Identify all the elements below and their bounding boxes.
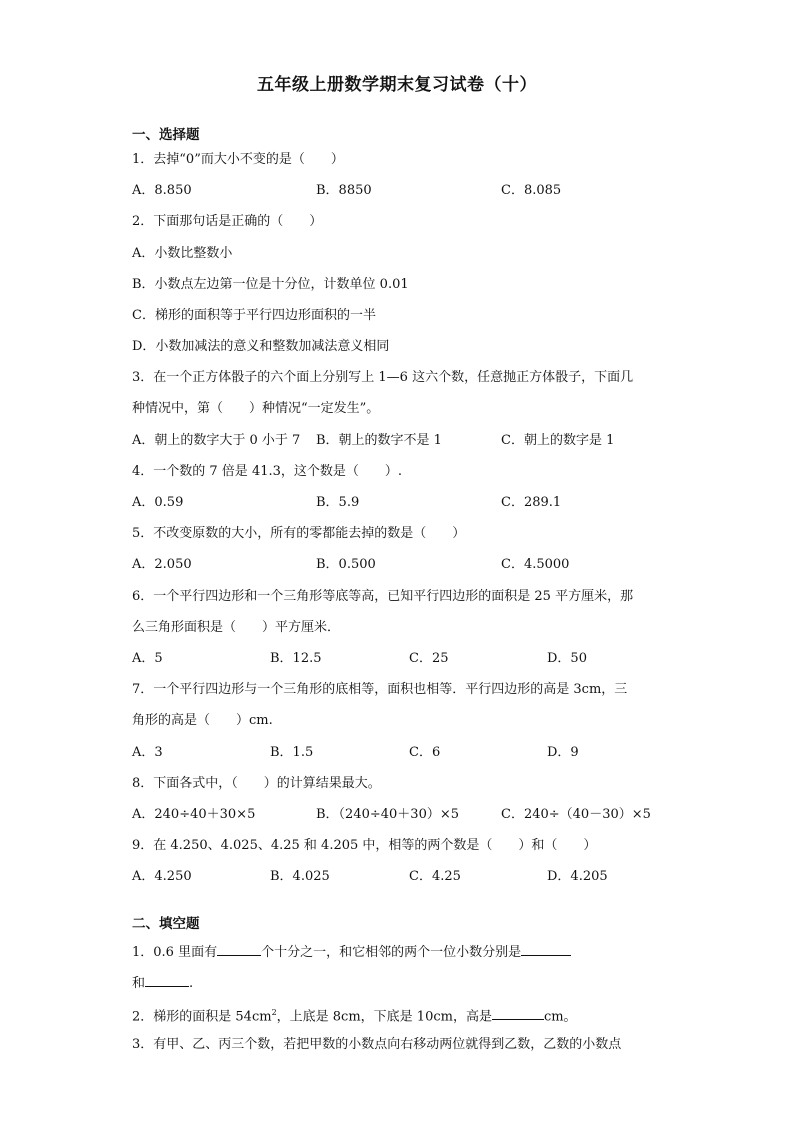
q4-option-c: C．289.1	[501, 495, 562, 510]
question-5: 5．不改变原数的大小，所有的零都能去掉的数是（ ）	[132, 526, 466, 541]
q9-option-a: A．4.250	[132, 869, 192, 884]
question-7-line-1: 7．一个平行四边形与一个三角形的底相等，面积也相等．平行四边形的高是 3cm，三	[132, 682, 628, 697]
q6-option-b: B．12.5	[270, 651, 322, 666]
section-choice-heading: 一、选择题	[132, 127, 200, 143]
fill-1-text-a: 1．0.6 里面有	[132, 945, 218, 960]
question-3-line-2: 种情况中，第（ ）种情况“一定发生”。	[132, 401, 380, 416]
fill-question-3: 3．有甲、乙、丙三个数，若把甲数的小数点向右移动两位就得到乙数，乙数的小数点	[132, 1037, 622, 1052]
fill-1-text-b: 个十分之一，和它相邻的两个一位小数分别是	[261, 945, 522, 960]
q2-option-c: C．梯形的面积等于平行四边形面积的一半	[132, 308, 376, 323]
fill-2-blank[interactable]	[492, 1005, 544, 1020]
question-4: 4．一个数的 7 倍是 41.3，这个数是（ ）.	[132, 464, 403, 479]
q9-option-c: C．4.25	[409, 869, 461, 884]
fill-2-superscript: 2	[271, 1008, 277, 1017]
q1-option-b: B．8850	[316, 183, 372, 198]
q1-option-a: A．8.850	[132, 183, 192, 198]
fill-1-text-c: 和	[132, 976, 146, 991]
q9-option-d: D．4.205	[547, 869, 608, 884]
q5-option-c: C．4.5000	[501, 557, 570, 572]
question-3-line-1: 3．在一个正方体骰子的六个面上分别写上 1—6 这六个数，任意抛正方体骰子，下面几	[132, 370, 634, 385]
fill-1-text-d: .	[189, 976, 194, 991]
question-7-line-2: 角形的高是（ ）cm.	[132, 713, 273, 728]
question-9: 9．在 4.250、4.025、4.25 和 4.205 中，相等的两个数是（ ）和（ ）	[132, 838, 597, 853]
fill-2-text-b: ，上底是 8cm，下底是 10cm，高是	[276, 1009, 492, 1025]
q7-option-c: C．6	[409, 745, 441, 760]
question-6-line-2: 么三角形面积是（ ）平方厘米．	[132, 620, 341, 635]
fill-2-text-a: 2．梯形的面积是 54cm	[132, 1009, 272, 1025]
q6-option-a: A．5	[132, 651, 163, 666]
fill-question-1-line-2	[132, 972, 193, 994]
question-1: 1．去掉“0”而大小不变的是（ ）	[132, 152, 344, 167]
q5-option-a: A．2.050	[132, 557, 192, 572]
q9-option-b: B．4.025	[270, 869, 330, 884]
q6-option-c: C．25	[409, 651, 449, 666]
fill-1-blank-2[interactable]	[521, 941, 571, 956]
q2-option-a: A．小数比整数小	[132, 246, 233, 261]
q3-option-a: A．朝上的数字大于 0 小于 7	[132, 433, 301, 448]
q3-option-b: B．朝上的数字不是 1	[316, 433, 442, 448]
q8-option-b: B．（240÷40＋30）×5	[316, 807, 460, 822]
fill-question-2	[132, 1003, 577, 1027]
q4-option-b: B．5.9	[316, 495, 360, 510]
q7-option-b: B．1.5	[270, 745, 314, 760]
fill-question-1-line-1	[132, 941, 571, 963]
q3-option-c: C．朝上的数字是 1	[501, 433, 615, 448]
q2-option-d: D．小数加减法的意义和整数加减法意义相同	[132, 339, 390, 354]
page-title: 五年级上册数学期末复习试卷（十）	[257, 75, 537, 95]
q7-option-d: D．9	[547, 745, 579, 760]
q5-option-b: B．0.500	[316, 557, 376, 572]
question-2: 2．下面那句话是正确的（ ）	[132, 214, 323, 229]
question-6-line-1: 6．一个平行四边形和一个三角形等底等高，已知平行四边形的面积是 25 平方厘米，那	[132, 589, 634, 604]
q8-option-a: A．240÷40＋30×5	[132, 807, 256, 822]
q4-option-a: A．0.59	[132, 495, 184, 510]
question-8: 8．下面各式中，（ ）的计算结果最大。	[132, 776, 381, 791]
q7-option-a: A．3	[132, 745, 163, 760]
fill-2-text-c: cm。	[543, 1009, 577, 1025]
section-fill-heading: 二、填空题	[132, 916, 200, 932]
q8-option-c: C．240÷（40－30）×5	[501, 807, 651, 822]
q6-option-d: D．50	[547, 651, 587, 666]
q1-option-c: C．8.085	[501, 183, 562, 198]
q2-option-b: B．小数点左边第一位是十分位，计数单位 0.01	[132, 277, 409, 292]
fill-1-blank-1[interactable]	[217, 941, 261, 956]
fill-1-blank-3[interactable]	[145, 972, 189, 987]
